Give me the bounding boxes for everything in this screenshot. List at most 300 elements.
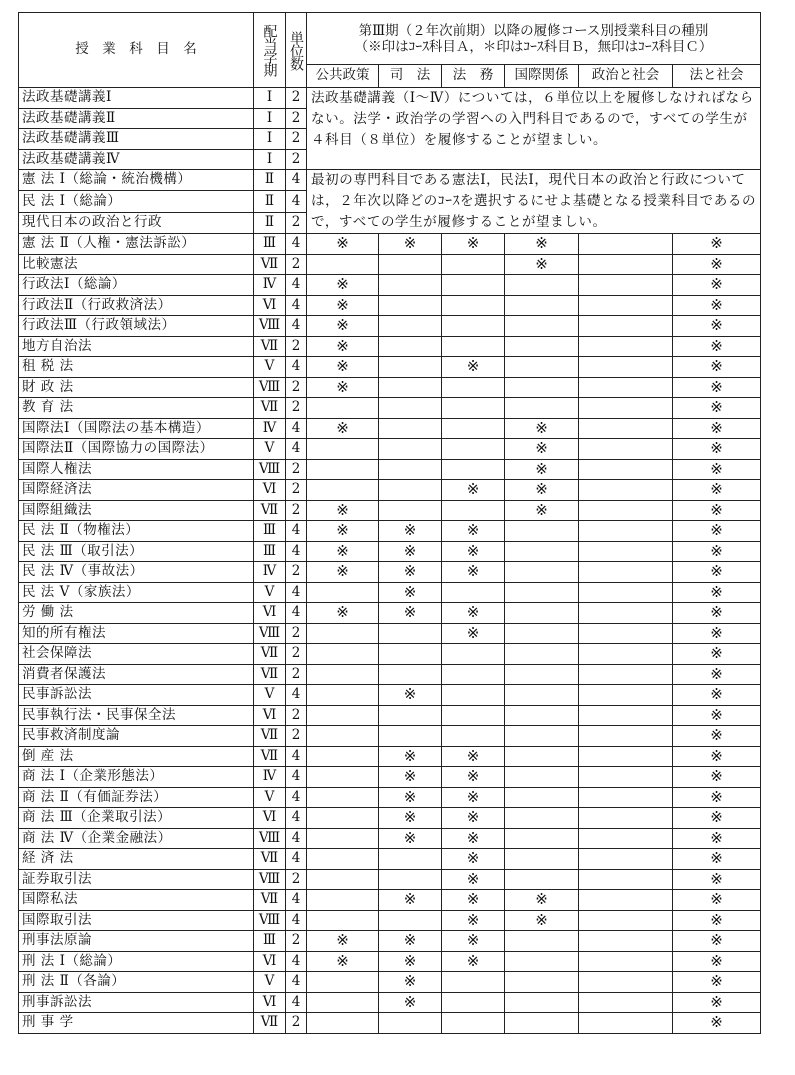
course-mark bbox=[579, 623, 673, 644]
course-name: 経 済 法 bbox=[19, 849, 254, 870]
course-mark bbox=[442, 644, 505, 665]
note-basic-lectures: 法政基礎講義（Ⅰ～Ⅳ）については，６単位以上を履修しなければならない。法学・政治学の学習への入門科目であるので，すべての学生が４科目（８単位）を履修することが望ましい。 bbox=[307, 88, 761, 170]
course-credits: 2 bbox=[286, 480, 307, 501]
course-credits: 4 bbox=[286, 951, 307, 972]
course-credits: 2 bbox=[286, 1013, 307, 1034]
table-row bbox=[19, 357, 761, 378]
course-mark bbox=[579, 808, 673, 829]
course-mark: ※ bbox=[505, 480, 579, 501]
course-mark: ※ bbox=[442, 521, 505, 542]
course-mark bbox=[442, 972, 505, 993]
course-term: Ⅷ bbox=[254, 459, 286, 480]
course-mark: ※ bbox=[307, 541, 379, 562]
course-mark bbox=[379, 439, 442, 460]
course-name: 知的所有権法 bbox=[19, 623, 254, 644]
course-mark: ※ bbox=[673, 849, 761, 870]
course-mark bbox=[442, 275, 505, 296]
course-mark: ※ bbox=[673, 951, 761, 972]
course-mark: ※ bbox=[673, 357, 761, 378]
course-credits: 2 bbox=[286, 705, 307, 726]
course-mark bbox=[579, 726, 673, 747]
course-name: 証券取引法 bbox=[19, 869, 254, 890]
table-row bbox=[19, 869, 761, 890]
course-mark bbox=[579, 685, 673, 706]
table-row bbox=[19, 767, 761, 788]
course-mark bbox=[579, 357, 673, 378]
course-mark bbox=[442, 418, 505, 439]
course-mark: ※ bbox=[379, 808, 442, 829]
course-mark bbox=[579, 951, 673, 972]
course-credits: 4 bbox=[286, 972, 307, 993]
table-row bbox=[19, 541, 761, 562]
course-name: 商 法 Ⅱ（有価証券法） bbox=[19, 787, 254, 808]
course-mark: ※ bbox=[673, 746, 761, 767]
course-term: Ⅶ bbox=[254, 254, 286, 275]
course-mark bbox=[579, 664, 673, 685]
course-name: 商 法 Ⅲ（企業取引法） bbox=[19, 808, 254, 829]
course-mark bbox=[579, 316, 673, 337]
course-credits: 2 bbox=[286, 149, 307, 170]
course-mark bbox=[505, 541, 579, 562]
credits-header-label: 単位数 bbox=[288, 30, 304, 70]
course-mark bbox=[505, 1013, 579, 1034]
course-name: 法政基礎講義Ⅲ bbox=[19, 129, 254, 150]
course-mark bbox=[505, 316, 579, 337]
course-mark bbox=[307, 623, 379, 644]
course-mark bbox=[579, 275, 673, 296]
course-name: 民 法 Ⅴ（家族法） bbox=[19, 582, 254, 603]
course-credits: 4 bbox=[286, 295, 307, 316]
table-row bbox=[19, 521, 761, 542]
course-name: 民 法 Ⅰ（総論） bbox=[19, 191, 254, 212]
course-name: 民事救済制度論 bbox=[19, 726, 254, 747]
course-term: Ⅳ bbox=[254, 562, 286, 583]
course-mark bbox=[505, 275, 579, 296]
course-name: 憲 法 Ⅰ（総論・統治機構） bbox=[19, 170, 254, 191]
course-mark: ※ bbox=[379, 992, 442, 1013]
course-mark: ※ bbox=[442, 234, 505, 255]
table-row bbox=[19, 500, 761, 521]
course-mark bbox=[579, 603, 673, 624]
course-mark: ※ bbox=[307, 377, 379, 398]
course-mark bbox=[505, 398, 579, 419]
course-credits: 2 bbox=[286, 108, 307, 129]
course-mark bbox=[579, 849, 673, 870]
course-mark: ※ bbox=[442, 603, 505, 624]
course-mark bbox=[307, 828, 379, 849]
course-mark bbox=[505, 685, 579, 706]
table-row bbox=[19, 295, 761, 316]
course-types-title: 第Ⅲ期（２年次前期）以降の履修コース別授業科目の種別 bbox=[358, 22, 709, 39]
course-mark bbox=[579, 541, 673, 562]
course-mark: ※ bbox=[442, 869, 505, 890]
course-name: 刑 法 Ⅰ（総論） bbox=[19, 951, 254, 972]
course-term: Ⅵ bbox=[254, 705, 286, 726]
course-mark bbox=[442, 705, 505, 726]
course-name: 財 政 法 bbox=[19, 377, 254, 398]
course-mark bbox=[379, 377, 442, 398]
course-name: 法政基礎講義Ⅱ bbox=[19, 108, 254, 129]
course-mark: ※ bbox=[673, 275, 761, 296]
course-mark: ※ bbox=[673, 972, 761, 993]
course-credits: 2 bbox=[286, 459, 307, 480]
course-mark bbox=[579, 459, 673, 480]
course-mark bbox=[379, 398, 442, 419]
course-name: 国際法Ⅱ（国際協力の国際法） bbox=[19, 439, 254, 460]
course-term: Ⅶ bbox=[254, 336, 286, 357]
course-term: Ⅷ bbox=[254, 316, 286, 337]
course-name: 国際私法 bbox=[19, 890, 254, 911]
table-row bbox=[19, 705, 761, 726]
course-mark bbox=[579, 931, 673, 952]
course-mark bbox=[442, 459, 505, 480]
course-mark: ※ bbox=[673, 705, 761, 726]
course-mark bbox=[579, 910, 673, 931]
course-mark: ※ bbox=[379, 746, 442, 767]
course-mark bbox=[307, 972, 379, 993]
course-mark bbox=[579, 480, 673, 501]
course-mark bbox=[579, 644, 673, 665]
course-credits: 2 bbox=[286, 377, 307, 398]
course-name: 国際法Ⅰ（国際法の基本構造） bbox=[19, 418, 254, 439]
course-name: 憲 法 Ⅱ（人権・憲法訴訟） bbox=[19, 234, 254, 255]
course-mark: ※ bbox=[673, 398, 761, 419]
course-mark bbox=[505, 521, 579, 542]
course-term: Ⅴ bbox=[254, 787, 286, 808]
course-name: 刑事訴訟法 bbox=[19, 992, 254, 1013]
course-term: Ⅶ bbox=[254, 890, 286, 911]
course-mark bbox=[307, 808, 379, 829]
course-mark bbox=[505, 951, 579, 972]
course-credits: 2 bbox=[286, 664, 307, 685]
course-mark bbox=[379, 726, 442, 747]
course-mark: ※ bbox=[379, 541, 442, 562]
course-term: Ⅵ bbox=[254, 951, 286, 972]
course-mark: ※ bbox=[307, 500, 379, 521]
course-mark bbox=[579, 418, 673, 439]
course-mark: ※ bbox=[442, 910, 505, 931]
course-credits: 4 bbox=[286, 541, 307, 562]
course-mark: ※ bbox=[673, 931, 761, 952]
course-mark bbox=[442, 582, 505, 603]
course-mark bbox=[505, 623, 579, 644]
course-name: 民 法 Ⅳ（事故法） bbox=[19, 562, 254, 583]
course-name: 地方自治法 bbox=[19, 336, 254, 357]
course-mark bbox=[379, 254, 442, 275]
course-term: Ⅲ bbox=[254, 931, 286, 952]
course-credits: 4 bbox=[286, 828, 307, 849]
course-mark bbox=[307, 459, 379, 480]
course-credits: 4 bbox=[286, 170, 307, 191]
course-mark: ※ bbox=[505, 459, 579, 480]
course-mark: ※ bbox=[673, 828, 761, 849]
table-row bbox=[19, 849, 761, 870]
course-name: 租 税 法 bbox=[19, 357, 254, 378]
course-mark: ※ bbox=[673, 377, 761, 398]
table-row bbox=[19, 336, 761, 357]
course-term: Ⅴ bbox=[254, 582, 286, 603]
course-mark bbox=[505, 849, 579, 870]
course-credits: 4 bbox=[286, 603, 307, 624]
course-col-international: 国際関係 bbox=[505, 65, 579, 88]
course-mark: ※ bbox=[673, 664, 761, 685]
course-mark: ※ bbox=[673, 316, 761, 337]
course-mark: ※ bbox=[673, 808, 761, 829]
course-term: Ⅷ bbox=[254, 828, 286, 849]
course-mark: ※ bbox=[442, 357, 505, 378]
course-mark: ※ bbox=[307, 521, 379, 542]
course-credits: 2 bbox=[286, 931, 307, 952]
course-mark bbox=[505, 787, 579, 808]
course-mark: ※ bbox=[505, 234, 579, 255]
course-mark: ※ bbox=[307, 418, 379, 439]
course-name: 社会保障法 bbox=[19, 644, 254, 665]
course-mark bbox=[307, 849, 379, 870]
course-mark: ※ bbox=[673, 603, 761, 624]
table-row bbox=[19, 910, 761, 931]
course-mark bbox=[379, 644, 442, 665]
course-term: Ⅶ bbox=[254, 664, 286, 685]
course-term: Ⅳ bbox=[254, 767, 286, 788]
course-term: Ⅷ bbox=[254, 869, 286, 890]
course-mark bbox=[505, 603, 579, 624]
course-mark bbox=[442, 377, 505, 398]
course-mark bbox=[505, 767, 579, 788]
course-mark bbox=[307, 787, 379, 808]
course-credits: 2 bbox=[286, 254, 307, 275]
course-mark: ※ bbox=[442, 746, 505, 767]
course-term: Ⅴ bbox=[254, 685, 286, 706]
course-name: 商 法 Ⅳ（企業金融法） bbox=[19, 828, 254, 849]
course-credits: 4 bbox=[286, 275, 307, 296]
course-credits: 2 bbox=[286, 623, 307, 644]
table-row bbox=[19, 439, 761, 460]
course-mark: ※ bbox=[442, 828, 505, 849]
course-mark: ※ bbox=[505, 500, 579, 521]
table-row bbox=[19, 951, 761, 972]
table-row bbox=[19, 787, 761, 808]
table-row bbox=[19, 931, 761, 952]
course-term: Ⅲ bbox=[254, 521, 286, 542]
course-mark: ※ bbox=[673, 1013, 761, 1034]
course-mark bbox=[505, 972, 579, 993]
course-name: 行政法Ⅱ（行政救済法） bbox=[19, 295, 254, 316]
course-mark bbox=[579, 767, 673, 788]
course-mark: ※ bbox=[307, 951, 379, 972]
course-mark bbox=[505, 295, 579, 316]
table-row bbox=[19, 746, 761, 767]
course-name: 比較憲法 bbox=[19, 254, 254, 275]
course-mark bbox=[307, 726, 379, 747]
course-term: Ⅵ bbox=[254, 480, 286, 501]
course-mark: ※ bbox=[673, 726, 761, 747]
course-credits: 2 bbox=[286, 212, 307, 233]
course-mark bbox=[505, 357, 579, 378]
course-mark: ※ bbox=[379, 767, 442, 788]
course-mark bbox=[579, 234, 673, 255]
course-term: Ⅷ bbox=[254, 377, 286, 398]
course-credits: 4 bbox=[286, 234, 307, 255]
course-mark bbox=[307, 685, 379, 706]
course-mark bbox=[307, 869, 379, 890]
course-term: Ⅶ bbox=[254, 746, 286, 767]
course-credits: 4 bbox=[286, 808, 307, 829]
course-mark: ※ bbox=[379, 972, 442, 993]
course-mark bbox=[579, 398, 673, 419]
course-mark: ※ bbox=[307, 603, 379, 624]
course-mark bbox=[379, 295, 442, 316]
course-mark bbox=[307, 890, 379, 911]
course-mark: ※ bbox=[673, 295, 761, 316]
course-term: Ⅶ bbox=[254, 726, 286, 747]
course-credits: 4 bbox=[286, 418, 307, 439]
course-mark: ※ bbox=[673, 623, 761, 644]
table-row bbox=[19, 170, 761, 191]
course-mark: ※ bbox=[442, 541, 505, 562]
course-credits: 2 bbox=[286, 336, 307, 357]
course-mark: ※ bbox=[442, 890, 505, 911]
course-name: 国際取引法 bbox=[19, 910, 254, 931]
course-mark: ※ bbox=[379, 951, 442, 972]
table-row bbox=[19, 603, 761, 624]
course-mark: ※ bbox=[307, 234, 379, 255]
course-mark: ※ bbox=[442, 931, 505, 952]
course-mark: ※ bbox=[673, 459, 761, 480]
course-mark: ※ bbox=[673, 234, 761, 255]
course-mark bbox=[505, 644, 579, 665]
course-term: Ⅶ bbox=[254, 1013, 286, 1034]
course-mark bbox=[579, 439, 673, 460]
course-mark bbox=[307, 644, 379, 665]
course-mark bbox=[505, 705, 579, 726]
course-mark: ※ bbox=[307, 295, 379, 316]
term-header bbox=[254, 13, 286, 88]
course-term: Ⅴ bbox=[254, 357, 286, 378]
course-term: Ⅰ bbox=[254, 88, 286, 109]
course-mark: ※ bbox=[673, 685, 761, 706]
table-row bbox=[19, 623, 761, 644]
course-mark: ※ bbox=[673, 418, 761, 439]
course-name: 刑 事 学 bbox=[19, 1013, 254, 1034]
course-mark bbox=[579, 705, 673, 726]
table-row bbox=[19, 582, 761, 603]
course-term: Ⅰ bbox=[254, 108, 286, 129]
course-name: 国際人権法 bbox=[19, 459, 254, 480]
course-mark bbox=[379, 910, 442, 931]
table-row bbox=[19, 418, 761, 439]
course-col-legal-affairs: 法 務 bbox=[442, 65, 505, 88]
table-row bbox=[19, 726, 761, 747]
term-header-label: 配当学期 bbox=[261, 24, 278, 76]
course-credits: 4 bbox=[286, 992, 307, 1013]
course-mark: ※ bbox=[307, 316, 379, 337]
course-mark bbox=[579, 869, 673, 890]
table-row bbox=[19, 972, 761, 993]
table-row bbox=[19, 828, 761, 849]
course-term: Ⅰ bbox=[254, 129, 286, 150]
course-name: 民 法 Ⅱ（物権法） bbox=[19, 521, 254, 542]
course-mark: ※ bbox=[673, 480, 761, 501]
course-col-law-society: 法と社会 bbox=[673, 65, 761, 88]
course-mark bbox=[379, 480, 442, 501]
course-mark bbox=[307, 582, 379, 603]
course-col-judiciary: 司 法 bbox=[379, 65, 442, 88]
course-term: Ⅵ bbox=[254, 808, 286, 829]
course-mark: ※ bbox=[379, 787, 442, 808]
course-name: 国際組織法 bbox=[19, 500, 254, 521]
course-mark bbox=[307, 1013, 379, 1034]
course-mark bbox=[379, 849, 442, 870]
course-term: Ⅵ bbox=[254, 295, 286, 316]
course-mark bbox=[505, 336, 579, 357]
course-mark: ※ bbox=[673, 562, 761, 583]
course-mark: ※ bbox=[673, 787, 761, 808]
course-mark bbox=[579, 890, 673, 911]
course-col-politics-society: 政治と社会 bbox=[579, 65, 673, 88]
course-mark bbox=[442, 398, 505, 419]
table-row bbox=[19, 992, 761, 1013]
course-mark: ※ bbox=[307, 336, 379, 357]
course-credits: 2 bbox=[286, 869, 307, 890]
course-term: Ⅶ bbox=[254, 644, 286, 665]
course-term: Ⅱ bbox=[254, 170, 286, 191]
table-row bbox=[19, 562, 761, 583]
course-mark bbox=[307, 992, 379, 1013]
course-mark bbox=[579, 992, 673, 1013]
course-mark bbox=[442, 295, 505, 316]
course-mark bbox=[579, 787, 673, 808]
table-row bbox=[19, 480, 761, 501]
course-credits: 4 bbox=[286, 316, 307, 337]
course-mark bbox=[579, 336, 673, 357]
course-mark bbox=[505, 664, 579, 685]
course-mark: ※ bbox=[442, 951, 505, 972]
course-mark: ※ bbox=[379, 931, 442, 952]
course-mark bbox=[307, 254, 379, 275]
course-mark: ※ bbox=[673, 890, 761, 911]
course-mark: ※ bbox=[505, 890, 579, 911]
course-name: 消費者保護法 bbox=[19, 664, 254, 685]
course-mark: ※ bbox=[379, 603, 442, 624]
course-credits: 4 bbox=[286, 685, 307, 706]
course-mark bbox=[579, 828, 673, 849]
course-mark: ※ bbox=[379, 562, 442, 583]
course-mark: ※ bbox=[673, 869, 761, 890]
course-mark: ※ bbox=[379, 521, 442, 542]
subject-header: 授 業 科 目 名 bbox=[19, 13, 254, 88]
course-mark bbox=[307, 705, 379, 726]
course-mark bbox=[307, 480, 379, 501]
course-credits: 2 bbox=[286, 129, 307, 150]
course-mark: ※ bbox=[307, 931, 379, 952]
table-row bbox=[19, 316, 761, 337]
course-mark: ※ bbox=[673, 767, 761, 788]
course-credits: 2 bbox=[286, 88, 307, 109]
course-term: Ⅱ bbox=[254, 212, 286, 233]
course-mark bbox=[505, 869, 579, 890]
course-name: 教 育 法 bbox=[19, 398, 254, 419]
course-mark bbox=[442, 1013, 505, 1034]
table-row bbox=[19, 377, 761, 398]
course-mark: ※ bbox=[442, 849, 505, 870]
credits-header bbox=[286, 13, 307, 88]
course-mark bbox=[379, 1013, 442, 1034]
course-mark bbox=[579, 254, 673, 275]
course-mark bbox=[442, 685, 505, 706]
course-name: 倒 産 法 bbox=[19, 746, 254, 767]
course-mark: ※ bbox=[379, 828, 442, 849]
course-mark bbox=[307, 746, 379, 767]
